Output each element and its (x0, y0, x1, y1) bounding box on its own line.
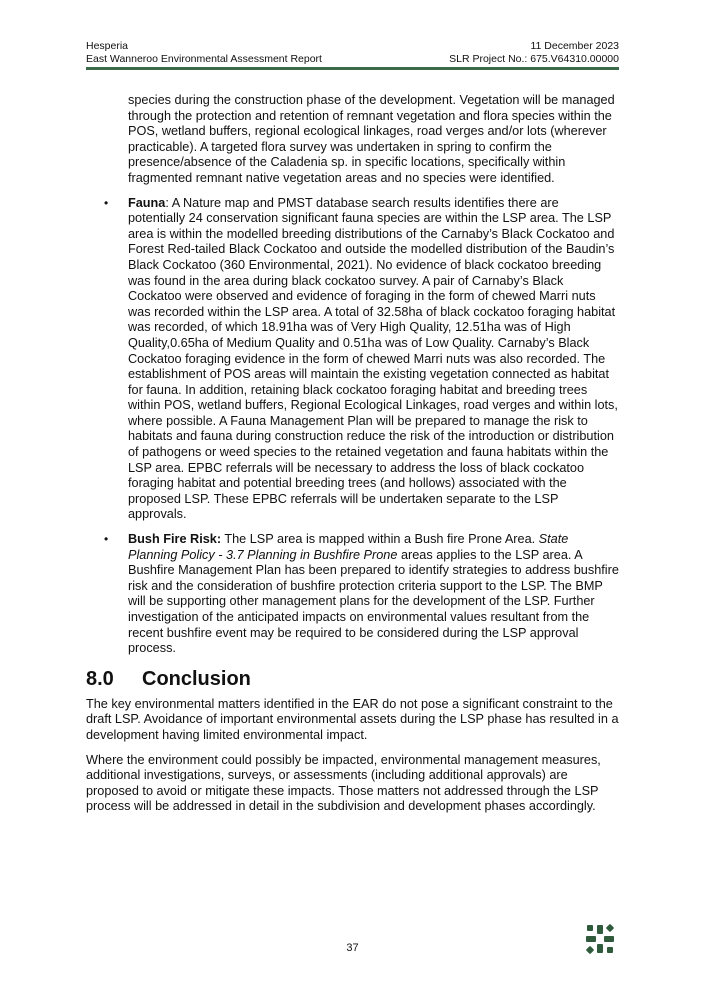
list-item-fauna (86, 196, 619, 523)
header-project-no: SLR Project No.: 675.V64310.00000 (449, 53, 619, 65)
page-number: 37 (346, 942, 359, 954)
section-title: Conclusion (142, 667, 251, 690)
conclusion-paragraph-2: Where the environment could possibly be impacted, environmental management measures, additional investigations, surveys, or assessments (including additional approvals) are proposed to avoid or mitigate these impacts. Those matters not addressed through the LSP process will be addressed in detail in the subdivision and development phases accordingly. (86, 752, 601, 814)
bullet-icon: • (104, 195, 109, 210)
header-report-title: East Wanneroo Environmental Assessment Report (86, 53, 322, 65)
bullet-list (86, 196, 619, 657)
list-item-bushfire (86, 532, 619, 657)
bushfire-label: Bush Fire Risk: (128, 532, 222, 547)
section-heading (86, 667, 619, 691)
slr-logo-icon (583, 922, 617, 956)
header-rule (86, 67, 619, 70)
fauna-label: Fauna (128, 195, 166, 210)
section-number: 8.0 (86, 667, 114, 690)
bushfire-text-2: areas applies to the LSP area. A Bushfire Management Plan has been prepared to identify strategies to address bushfire risk and the consideration of bushfire protection criteria support to the LSP. The BMP will be supporting other management plans for the development of the LSP. Further investigation of the anticipated impacts on environmental values resultant from the recent bushfire event may be required to be considered during the LSP approval process. (128, 547, 619, 656)
header-date: 11 December 2023 (530, 40, 619, 52)
bushfire-policy-title: State Planning Policy - 3.7 Planning in Bushfire Prone (128, 532, 569, 562)
conclusion-paragraph-1: The key environmental matters identified in the EAR do not pose a significant constraint to the draft LSP. Avoidance of important environmental assets during the LSP phase has resulted in a development having limited environmental impact. (86, 696, 619, 742)
page-header (86, 40, 619, 66)
header-client: Hesperia (86, 40, 129, 52)
page-content (86, 93, 619, 824)
continuation-paragraph: species during the construction phase of the development. Vegetation will be managed through the protection and retention of remnant vegetation and flora species within the POS, wetland buffers, regional ecological linkages, road verges and/or lots (wherever practicable). A targeted flora survey was undertaken in spring to confirm the presence/absence of the Caladenia sp. in specific locations, specifically within fragmented remnant native vegetation areas and no species were identified. (128, 93, 615, 185)
bushfire-text-1: The LSP area is mapped within a Bush fire Prone Area. (221, 532, 539, 547)
bullet-icon: • (104, 532, 109, 547)
fauna-text: : A Nature map and PMST database search results identifies there are potentially 24 conservation significant fauna species are within the LSP area. The LSP area is within the modelled breeding distributions of the Carnaby’s Black Cockatoo and Forest Red-tailed Black Cockatoo and outside the modelled distribution of the Baudin’s Black Cockatoo (360 Environmental, 2021). No evidence of black cockatoo breeding was found in the area during black cockatoo survey. A pair of Carnaby’s Black Cockatoo were observed and evidence of foraging in the form of chewed Marri nuts was recorded within the LSP area. A total of 32.58ha of black cockatoo foraging habitat was recorded, of which 18.91ha was of Very High Quality, 12.51ha was of High Quality,0.65ha of Medium Quality and 0.51ha was of Low Quality. Carnaby’s Black Cockatoo foraging evidence in the form of chewed Marri nuts was also recorded. The establishment of POS areas will maintain the existing vegetation connected as habitat for fauna. In addition, retaining black cockatoo foraging habitat and breeding trees within POS, wetland buffers, Regional Ecological Linkages, road verges and within lots, where possible. A Fauna Management Plan will be prepared to manage the risk to habitats and fauna during construction reduce the risk of the introduction or distribution of pathogens or weed species to the retained vegetation and fauna habitats within the LSP area. EPBC referrals will be necessary to address the loss of black cockatoo foraging habitat and potential breeding trees (and hollows) associated with the proposed LSP. These EPBC referrals will be undertaken separate to the LSP approvals. (128, 195, 618, 522)
